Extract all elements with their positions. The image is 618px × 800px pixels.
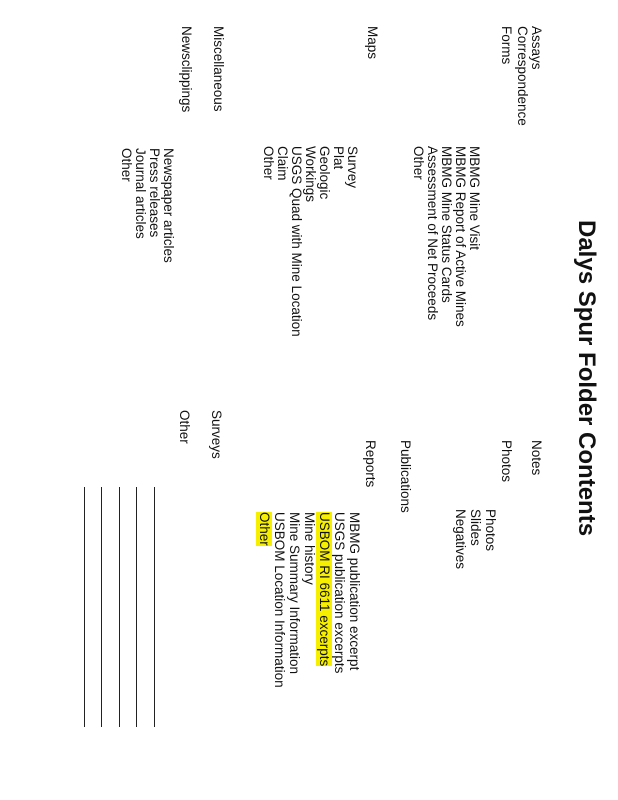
news-item: Other: [119, 148, 134, 182]
maps-item: Geologic: [317, 146, 332, 200]
heading-other: Other: [177, 410, 192, 444]
heading-photos: Photos: [499, 440, 514, 483]
heading-newsclippings: Newsclippings: [179, 26, 194, 113]
heading-reports: Reports: [363, 440, 378, 488]
maps-item: Workings: [303, 146, 318, 203]
forms-item: Assessment of Net Proceeds: [425, 146, 440, 321]
photos-item: Negatives: [453, 509, 468, 570]
reports-item: USGS publication excerpts: [332, 512, 347, 674]
photos-item: Photos: [483, 509, 498, 552]
news-item: Newspaper articles: [161, 148, 176, 263]
maps-item: Claim: [275, 146, 290, 181]
maps-item: Survey: [345, 146, 360, 189]
photos-item: Slides: [468, 509, 483, 546]
heading-surveys: Surveys: [209, 410, 224, 459]
heading-miscellaneous: Miscellaneous: [211, 26, 226, 112]
page-title: Dalys Spur Folder Contents: [573, 220, 600, 537]
reports-item-highlighted: USBOM RI 6611 excerpts: [317, 512, 332, 667]
blank-line: [101, 487, 102, 727]
maps-item: Other: [261, 146, 276, 180]
heading-publications: Publications: [398, 440, 413, 513]
maps-item: USGS Quad with Mine Location: [289, 146, 304, 337]
news-item: Press releases: [147, 148, 162, 238]
blank-line: [136, 487, 137, 727]
maps-item: Plat: [331, 146, 346, 170]
news-item: Journal articles: [133, 148, 148, 239]
reports-item: Mine history: [302, 512, 317, 585]
blank-line: [84, 487, 85, 727]
heading-assays: Assays: [529, 26, 544, 70]
heading-maps: Maps: [365, 26, 380, 60]
blank-line: [119, 487, 120, 727]
reports-item: Mine Summary Information: [287, 512, 302, 675]
forms-item: MBMG Mine Visit: [467, 146, 482, 251]
heading-forms: Forms: [499, 26, 514, 65]
reports-item-highlighted: Other: [257, 512, 272, 546]
forms-item: MBMG Report of Active Mines: [453, 146, 468, 327]
heading-correspondence: Correspondence: [515, 26, 530, 126]
forms-item: MBMG Mine Status Cards: [439, 146, 454, 303]
heading-notes: Notes: [529, 440, 544, 476]
blank-line: [154, 487, 155, 727]
reports-item: MBMG publication excerpt: [347, 512, 362, 671]
reports-item: USBOM Location Information: [272, 512, 287, 688]
forms-item: Other: [411, 146, 426, 180]
